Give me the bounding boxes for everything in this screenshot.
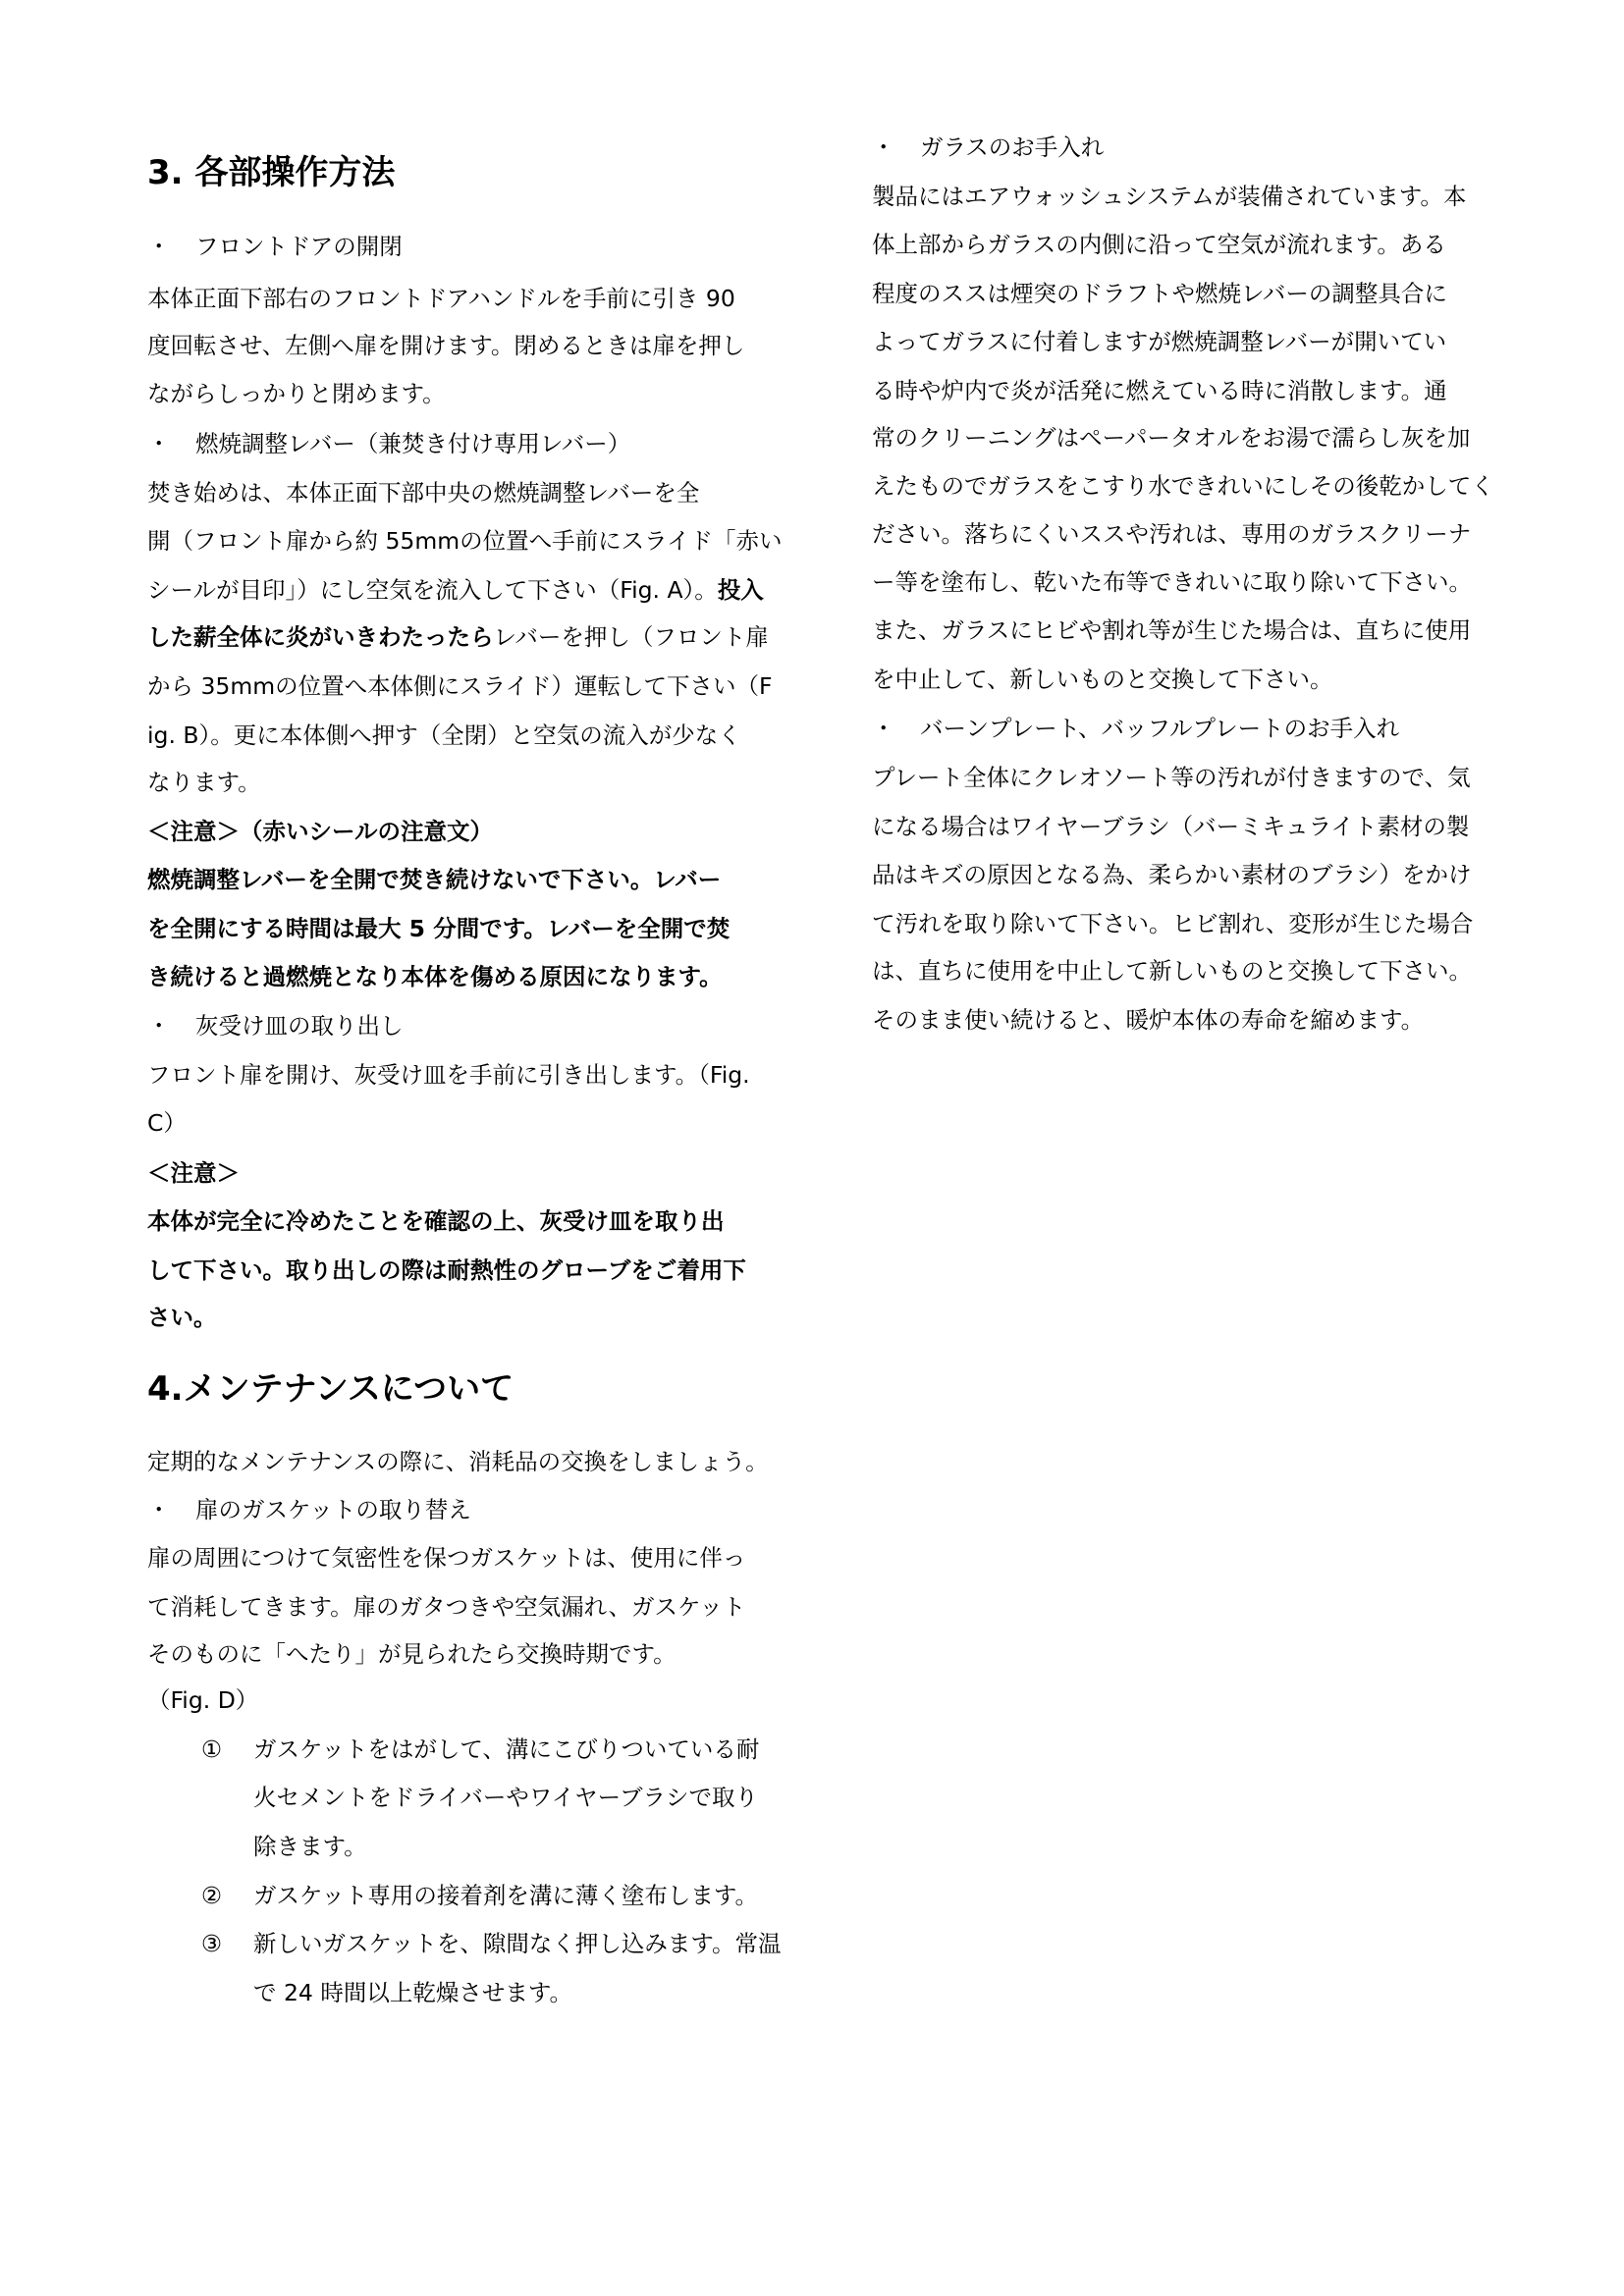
- text-line: 扉の周囲につけて気密性を保つガスケットは、使用に伴っ: [147, 1544, 746, 1572]
- text-line: なります。: [147, 769, 261, 796]
- text-line: 焚き始めは、本体正面下部中央の燃焼調整レバーを全: [147, 479, 700, 507]
- bullet-plate: ・ バーンプレート、バッフルプレートのお手入れ: [872, 715, 1400, 742]
- text-line: また、ガラスにヒビや割れ等が生じた場合は、直ちに使用: [872, 616, 1472, 644]
- bullet-mark: ・: [147, 1496, 171, 1523]
- caution-line: を全開にする時間は最大 5 分間です。レバーを全開で焚: [147, 915, 731, 942]
- text-line: 程度のススは煙突のドラフトや燃焼レバーの調整具合に: [872, 280, 1447, 307]
- caution-title: ＜注意＞: [147, 1159, 240, 1187]
- text-line: ながらしっかりと閉めます。: [147, 380, 446, 407]
- text-line: ー等を塗布し、乾いた布等できれいに取り除いて下さい。: [872, 568, 1472, 596]
- text-line: から 35mmの位置へ本体側にスライド）運転して下さい（F: [147, 672, 773, 700]
- text-line: て消耗してきます。扉のガタつきや空気漏れ、ガスケット: [147, 1593, 746, 1621]
- step-number: ①: [201, 1735, 223, 1763]
- text-line: よってガラスに付着しますが燃焼調整レバーが開いてい: [872, 328, 1447, 355]
- bullet-mark: ・: [872, 715, 895, 742]
- text-line: 体上部からガラスの内側に沿って空気が流れます。ある: [872, 231, 1446, 258]
- caution-title: ＜注意＞（赤いシールの注意文）: [147, 818, 494, 845]
- section-heading-3: 3. 各部操作方法: [147, 153, 396, 192]
- bullet-mark: ・: [147, 1012, 171, 1040]
- bullet-front-door: ・ フロントドアの開閉: [147, 233, 403, 260]
- step-number: ③: [201, 1930, 223, 1957]
- text-line: シールが目印」）にし空気を流入して下さい（Fig. A）。投入: [147, 576, 764, 604]
- text-line: 本体正面下部右のフロントドアハンドルを手前に引き 90: [147, 285, 735, 312]
- text-line: フロント扉を開け、灰受け皿を手前に引き出します。（Fig.: [147, 1061, 750, 1089]
- text-line: を中止して、新しいものと交換して下さい。: [872, 666, 1333, 693]
- section-heading-4: 4.メンテナンスについて: [147, 1369, 514, 1409]
- text-line: ださい。落ちにくいススや汚れは、専用のガラスクリーナ: [872, 520, 1472, 548]
- text-line: 度回転させ、左側へ扉を開けます。閉めるときは扉を押し: [147, 332, 745, 359]
- text-line: ig. B）。更に本体側へ押す（全閉）と空気の流入が少なく: [147, 721, 741, 749]
- caution-line: さい。: [147, 1304, 217, 1331]
- text-line: 開（フロント扉から約 55mmの位置へ手前にスライド「赤い: [147, 527, 783, 555]
- bullet-mark: ・: [872, 133, 895, 161]
- text-line: した薪全体に炎がいきわたったらレバーを押し（フロント扉: [147, 623, 769, 651]
- text-line: そのまま使い続けると、暖炉本体の寿命を縮めます。: [872, 1006, 1425, 1034]
- text-line: る時や炉内で炎が活発に燃えている時に消散します。通: [872, 377, 1447, 404]
- step-number: ②: [201, 1882, 223, 1909]
- caution-line: き続けると過燃焼となり本体を傷める原因になります。: [147, 963, 723, 990]
- bullet-mark: ・: [147, 233, 171, 260]
- text-line: そのものに「へたり」が見られたら交換時期です。: [147, 1640, 677, 1668]
- text-line: 定期的なメンテナンスの際に、消耗品の交換をしましょう。: [147, 1448, 769, 1475]
- bullet-lever: ・ 燃焼調整レバー（兼焚き付け専用レバー）: [147, 430, 631, 457]
- text-line: えたものでガラスをこすり水できれいにしその後乾かしてく: [872, 472, 1494, 500]
- bullet-mark: ・: [147, 430, 171, 457]
- text-line: （Fig. D）: [147, 1686, 259, 1714]
- text-line: 品はキズの原因となる為、柔らかい素材のブラシ）をかけ: [872, 861, 1472, 888]
- caution-line: して下さい。取り出しの際は耐熱性のグローブをご着用下: [147, 1256, 746, 1284]
- bullet-gasket: ・ 扉のガスケットの取り替え: [147, 1496, 471, 1523]
- text-line: 常のクリーニングはペーパータオルをお湯で濡らし灰を加: [872, 424, 1471, 452]
- bullet-ash: ・ 灰受け皿の取り出し: [147, 1012, 404, 1040]
- bullet-glass: ・ ガラスのお手入れ: [872, 133, 1105, 161]
- caution-line: 燃焼調整レバーを全開で焚き続けないで下さい。レバー: [147, 866, 722, 893]
- caution-line: 本体が完全に冷めたことを確認の上、灰受け皿を取り出: [147, 1207, 725, 1235]
- text-line: プレート全体にクレオソート等の汚れが付きますので、気: [872, 764, 1471, 791]
- text-line: は、直ちに使用を中止して新しいものと交換して下さい。: [872, 957, 1472, 985]
- text-line: になる場合はワイヤーブラシ（バーミキュライト素材の製: [872, 813, 1470, 840]
- text-line: 製品にはエアウォッシュシステムが装備されています。本: [872, 183, 1467, 210]
- text-line: C）: [147, 1109, 187, 1137]
- text-line: て汚れを取り除いて下さい。ヒビ割れ、変形が生じた場合: [872, 910, 1474, 937]
